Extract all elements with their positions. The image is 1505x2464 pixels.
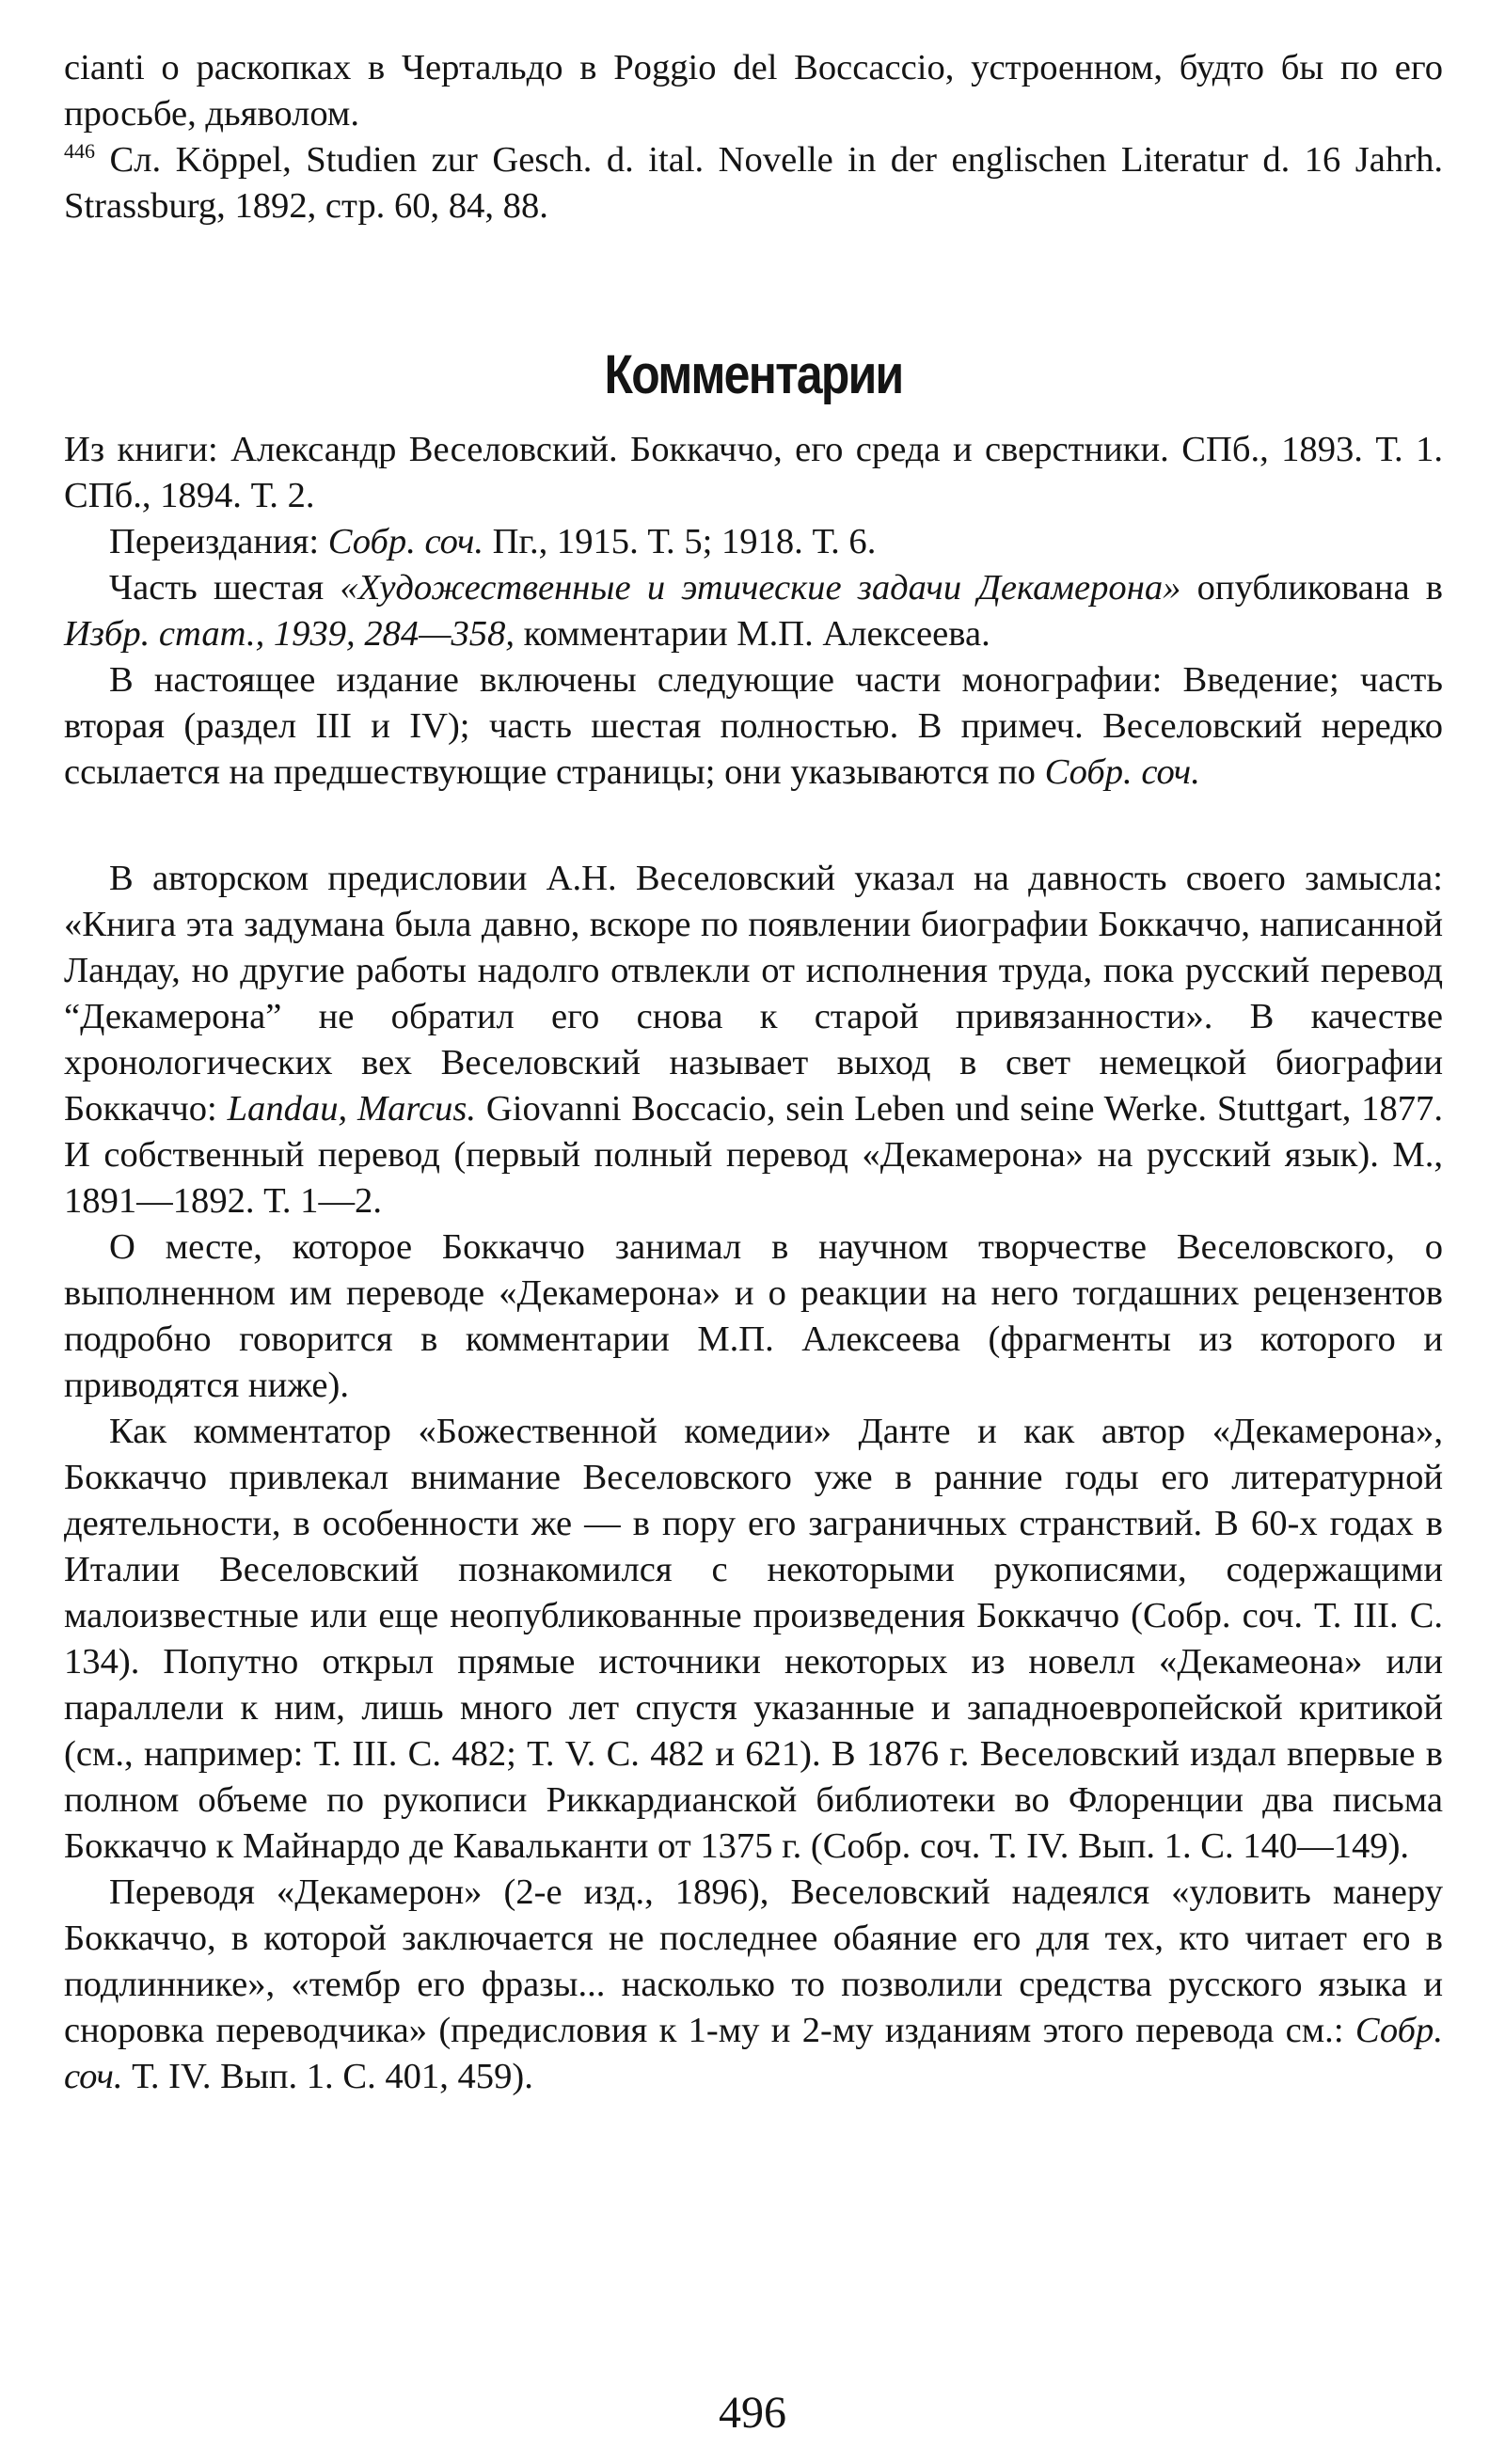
paragraph-translation: Переводя «Декамерон» (2-е изд., 1896), Веселовский надеялся «уловить манеру Боккаччо, в которой заключается не последнее обаяние его для тех, кто читает его в подлиннике», «тембр его фразы... насколько то позволили средства русского языка и сноровка переводчика» (предисловия к 1-му и 2-му изданиям этого перевода см.: Собр. соч. Т. IV. Вып. 1. С. 401, 459). <box>64 1872 1443 2096</box>
section-title: Комментарии <box>604 344 903 405</box>
footnote-continuation: cianti о раскопках в Чертальдо в Poggio del Boccaccio, устроенном, будто бы по его просьбе, дьяволом. <box>64 48 1443 134</box>
paragraph-commentator: Как комментатор «Божественной комедии» Данте и как автор «Декамерона», Боккаччо привлекал внимание Веселовского уже в ранние годы его литературной деятельности, в особенности же — в пору его заграничных странствий. В 60-х годах в Италии Веселовский познакомился с некоторыми рукописями, содержащими малоизвестные или еще неопубликованные произведения Боккаччо (Собр. соч. Т. III. С. 134). Попутно открыл прямые источники некоторых из новелл «Декамеона» или параллели к ним, лишь много лет спустя указанные и западноевропейской критикой (см., например: Т. III. С. 482; Т. V. С. 482 и 621). В 1876 г. Веселовский издал впервые в полном объеме по рукописи Риккардианской библиотеки во Флоренции два письма Боккаччо к Майнардо де Кавальканти от 1375 г. (Собр. соч. Т. IV. Вып. 1. С. 140—149). <box>64 1412 1443 1866</box>
page-number: 496 <box>719 2388 786 2438</box>
included-parts-note: В настоящее издание включены следующие части монографии: Введение; часть вторая (раздел III и IV); часть шестая полностью. В примеч. Веселовский нередко ссылается на предшествующие страницы; они указываются по Собр. соч. <box>64 660 1443 792</box>
spacer <box>64 408 1443 427</box>
paragraph-preface: В авторском предисловии А.Н. Веселовский указал на давность своего замысла: «Книга эта задумана была давно, вскоре по появлении биографии Боккаччо, написанной Ландау, но другие работы надолго отвлекли от исполнения труда, пока русский перевод “Декамерона” не обратил его снова к старой привязанности». В качестве хронологических вех Веселовский называет выход в свет немецкой биографии Боккаччо: Landau, Marcus. Giovanni Boccacio, sein Leben und seine Werke. Stuttgart, 1877. И собственный перевод (первый полный перевод «Декамерона» на русский язык). М., 1891—1892. Т. 1—2. <box>64 859 1443 1221</box>
spacer <box>64 229 1443 342</box>
footnote-number: 446 <box>64 139 95 164</box>
footnote-text: Сл. Köppel, Studien zur Gesch. d. ital. Novelle in der englischen Literatur d. 16 Jahrh. Strassburg, 1892, стр. 60, 84, 88. <box>64 140 1444 226</box>
footnote-446 <box>64 137 1443 229</box>
paragraph-place-of-boccaccio: О месте, которое Боккаччо занимал в научном творчестве Веселовского, о выполненном им переводе «Декамерона» и о реакции на него тогдашних рецензентов подробно говорится в комментарии М.П. Алексеева (фрагменты из которого и приводятся ниже). <box>64 1227 1443 1405</box>
source-note: Из книги: Александр Веселовский. Боккаччо, его среда и сверстники. СПб., 1893. Т. 1. СПб., 1894. Т. 2. <box>64 430 1443 515</box>
reprints-note: Переиздания: Собр. соч. Пг., 1915. Т. 5; 1918. Т. 6. <box>109 522 877 561</box>
spacer <box>64 796 1443 856</box>
page-content <box>64 45 1443 2100</box>
part-six-note: Часть шестая «Художественные и этические задачи Декамерона» опубликована в Избр. стат., 1939, 284—358, комментарии М.П. Алексеева. <box>64 568 1444 654</box>
